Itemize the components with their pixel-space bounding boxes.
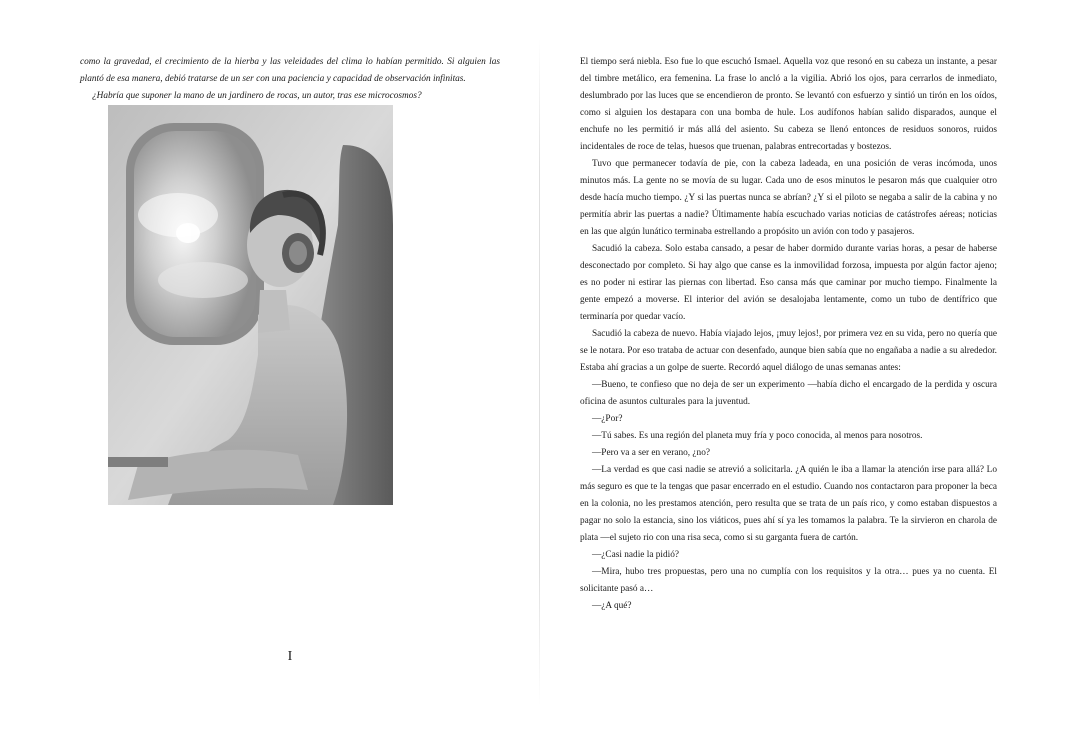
dialogue-line: —¿Por? bbox=[592, 414, 623, 424]
left-paragraph: ¿Habría que suponer la mano de un jardinero de rocas, un autor, tras ese microcosmos? bbox=[92, 91, 422, 101]
page-gutter bbox=[539, 38, 540, 706]
illustration-boy-at-airplane-window bbox=[108, 105, 393, 505]
left-page-text bbox=[80, 54, 500, 105]
dialogue-line: —Bueno, te confieso que no deja de ser un experimento —había dicho el encargado de la perdida y oscura oficina de asuntos culturales para la juventud. bbox=[580, 380, 997, 407]
paragraph: Tuvo que permanecer todavía de pie, con la cabeza ladeada, en una posición de veras incómoda, unos minutos más. La gente no se movía de su lugar. Cada uno de esos minutos le pesaron más que cualquier otro desde hacía mucho tiempo. ¿Y si las puertas nunca se abrían? ¿Y si el piloto se negaba a salir de la cabina y no permitía abrir las puertas a nadie? Últimamente había escuchado varias noticias de catástrofes aéreas; noticias en las que algún lunático terminaba estrellando a propósito un avión con todo y pasajeros. bbox=[580, 159, 997, 237]
left-paragraph: como la gravedad, el crecimiento de la hierba y las veleidades del clima lo habían permitido. Si alguien las plantó de esa manera, debió tratarse de un ser con una paciencia y capacidad de observación infinitas. bbox=[80, 57, 500, 84]
paragraph: El tiempo será niebla. Eso fue lo que escuchó Ismael. Aquella voz que resonó en su cabeza un instante, a pesar del timbre metálico, era femenina. La frase lo ancló a la vigilia. Abrió los ojos, para cerrarlos de inmediato, deslumbrado por las luces que se encendieron de pronto. Se levantó con esfuerzo y sintió un tirón en los oídos, como si alguien los destapara con una bomba de hule. Los audífonos habían salido disparados, aunque el enchufe no les permitió ir más allá del asiento. Su cabeza se llenó entonces de residuos sonoros, ruidos incidentales de roce de telas, huesos que truenan, palabras entrecortadas y bostezos. bbox=[580, 57, 997, 152]
dialogue-line: —Pero va a ser en verano, ¿no? bbox=[592, 448, 710, 458]
dialogue-line: —Tú sabes. Es una región del planeta muy fría y poco conocida, al menos para nosotros. bbox=[592, 431, 923, 441]
dialogue-line: —La verdad es que casi nadie se atrevió a solicitarla. ¿A quién le iba a llamar la atención irse para allá? Lo más seguro es que te la tengas que pasar encerrado en el estudio. Cuando nos contactaron para proponer la beca en la colonia, no les prestamos atención, pero resulta que se trata de un país rico, y como estaban dispuestos a pagar no solo la estancia, sino los viáticos, pues ahí sí ya les tomamos la palabra. Te la sirvieron en charola de plata —el sujeto rio con una risa seca, como si su garganta fuera de cartón. bbox=[580, 465, 997, 543]
page-number: I bbox=[287, 649, 293, 664]
dialogue-line: —¿A qué? bbox=[592, 601, 632, 611]
paragraph: Sacudió la cabeza. Solo estaba cansado, a pesar de haber dormido durante varias horas, a pesar de haberse desconectado por completo. Si hay algo que canse es la inmovilidad forzosa, impuesta por algún factor ajeno; es no poder ni estirar las piernas con libertad. Eso cansa más que caminar por mucho tiempo. Finalmente la gente empezó a moverse. El interior del avión se desalojaba lentamente, como un tubo de dentífrico que terminaría por quedar vacío. bbox=[580, 244, 997, 322]
dialogue-line: —¿Casi nadie la pidió? bbox=[592, 550, 680, 560]
right-page-text bbox=[580, 54, 997, 615]
paragraph: Sacudió la cabeza de nuevo. Había viajado lejos, ¡muy lejos!, por primera vez en su vida, pero no quería que se le notara. Por eso trataba de actuar con desenfado, aunque bien sabía que no engañaba a nadie a su alrededor. Estaba ahí gracias a un golpe de suerte. Recordó aquel diálogo de unas semanas antes: bbox=[580, 329, 997, 373]
dialogue-line: —Mira, hubo tres propuestas, pero una no cumplía con los requisitos y la otra… pues ya no cuenta. El solicitante pasó a… bbox=[580, 567, 997, 594]
